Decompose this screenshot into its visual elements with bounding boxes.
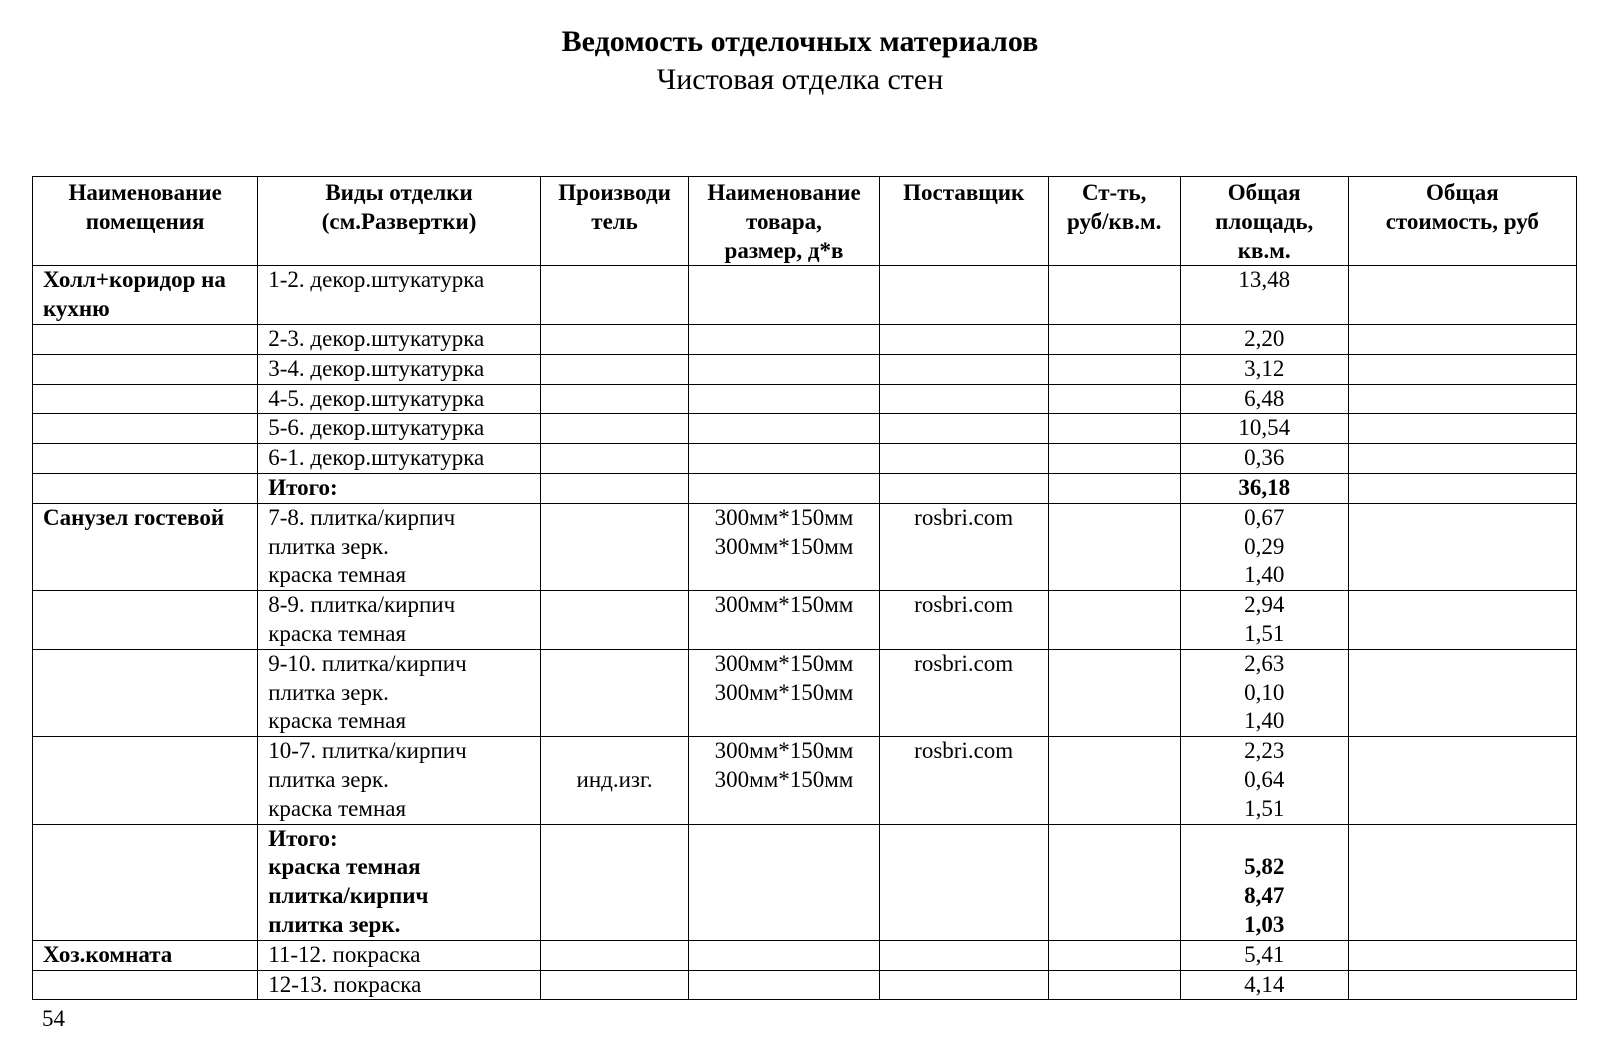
finish-type-cell	[258, 970, 541, 1000]
area-text: 2,63	[1244, 650, 1285, 676]
finish-type-text: 3-4. декор.штукатурка	[268, 355, 485, 381]
header-product: Наименование товара, размер, д*в	[689, 177, 879, 266]
unit-price-cell	[1048, 324, 1180, 354]
finish-type-text: 4-5. декор.штукатурка	[268, 385, 485, 411]
product-cell	[689, 444, 879, 474]
area-text: 13,48	[1238, 267, 1291, 293]
header-total-cost: Общая стоимость, руб	[1348, 177, 1576, 266]
manufacturer-cell	[540, 970, 688, 1000]
area-cell	[1180, 737, 1348, 824]
area-cell	[1180, 414, 1348, 444]
area-cell	[1180, 649, 1348, 736]
product-cell	[689, 354, 879, 384]
header-supplier: Поставщик	[879, 177, 1048, 266]
supplier-cell	[879, 737, 1048, 824]
product-cell	[689, 503, 879, 590]
table-row	[33, 649, 1577, 736]
header-room: Наименование помещения	[33, 177, 258, 266]
table-row	[33, 940, 1577, 970]
product-text: 300мм*150мм	[714, 504, 854, 530]
supplier-cell	[879, 324, 1048, 354]
manufacturer-cell	[540, 824, 688, 940]
header-unit-price: Ст-ть, руб/кв.м.	[1048, 177, 1180, 266]
finish-type-text: Итого:	[268, 825, 338, 851]
area-cell	[1180, 591, 1348, 650]
supplier-cell	[879, 384, 1048, 414]
supplier-text: rosbri.com	[914, 650, 1014, 676]
finish-type-cell	[258, 824, 541, 940]
finish-type-text: 7-8. плитка/кирпич	[268, 504, 456, 530]
table-row	[33, 444, 1577, 474]
unit-price-cell	[1048, 970, 1180, 1000]
supplier-cell	[879, 824, 1048, 940]
table-row	[33, 354, 1577, 384]
manufacturer-cell	[540, 473, 688, 503]
room-text: Холл+коридор на	[43, 267, 226, 293]
product-text: 300мм*150мм	[714, 679, 854, 705]
finish-type-text: краска темная	[268, 620, 407, 646]
table-row	[33, 503, 1577, 590]
room-cell	[33, 591, 258, 650]
total-cost-cell	[1348, 324, 1576, 354]
finish-type-cell	[258, 354, 541, 384]
room-cell	[33, 266, 258, 325]
finish-type-text: 8-9. плитка/кирпич	[268, 592, 456, 618]
supplier-text: rosbri.com	[914, 592, 1014, 618]
table-body	[33, 266, 1577, 1000]
total-cost-cell	[1348, 970, 1576, 1000]
room-cell	[33, 414, 258, 444]
room-text: Санузел гостевой	[43, 504, 225, 530]
unit-price-cell	[1048, 591, 1180, 650]
area-cell	[1180, 384, 1348, 414]
supplier-cell	[879, 649, 1048, 736]
table-row	[33, 824, 1577, 940]
area-text: 0,64	[1244, 766, 1285, 792]
header-manufacturer: Производи тель	[540, 177, 688, 266]
finish-type-text: 2-3. декор.штукатурка	[268, 325, 485, 351]
table-row	[33, 591, 1577, 650]
page-number: 54	[42, 1006, 65, 1031]
area-text: 6,48	[1244, 385, 1285, 411]
area-text: 5,82	[1244, 854, 1285, 880]
manufacturer-cell	[540, 737, 688, 824]
product-cell	[689, 324, 879, 354]
total-cost-cell	[1348, 503, 1576, 590]
product-cell	[689, 384, 879, 414]
unit-price-cell	[1048, 384, 1180, 414]
area-text: 36,18	[1238, 474, 1291, 500]
area-text: 1,03	[1244, 911, 1285, 937]
finish-type-cell	[258, 414, 541, 444]
area-text: 2,20	[1244, 325, 1285, 351]
room-cell	[33, 503, 258, 590]
room-cell	[33, 940, 258, 970]
product-cell	[689, 737, 879, 824]
finish-type-cell	[258, 503, 541, 590]
finish-type-text: краска темная	[268, 562, 407, 588]
unit-price-cell	[1048, 649, 1180, 736]
supplier-cell	[879, 444, 1048, 474]
supplier-cell	[879, 591, 1048, 650]
area-cell	[1180, 354, 1348, 384]
area-text: 0,67	[1244, 504, 1285, 530]
finish-type-cell	[258, 591, 541, 650]
finish-type-text: плитка/кирпич	[268, 883, 429, 909]
finish-type-text: Итого:	[268, 474, 338, 500]
supplier-cell	[879, 970, 1048, 1000]
table-row	[33, 473, 1577, 503]
product-cell	[689, 266, 879, 325]
finish-type-text: плитка зерк.	[268, 766, 389, 792]
total-cost-cell	[1348, 940, 1576, 970]
table-row	[33, 737, 1577, 824]
total-cost-cell	[1348, 737, 1576, 824]
room-cell	[33, 649, 258, 736]
finish-type-text: 11-12. покраска	[268, 941, 421, 967]
unit-price-cell	[1048, 940, 1180, 970]
finish-type-text: плитка зерк.	[268, 679, 389, 705]
finish-type-cell	[258, 940, 541, 970]
area-cell	[1180, 503, 1348, 590]
finish-type-cell	[258, 324, 541, 354]
product-cell	[689, 940, 879, 970]
total-cost-cell	[1348, 591, 1576, 650]
area-cell	[1180, 970, 1348, 1000]
manufacturer-cell	[540, 649, 688, 736]
table-row	[33, 324, 1577, 354]
room-cell	[33, 354, 258, 384]
area-text: 2,23	[1244, 738, 1285, 764]
area-cell	[1180, 473, 1348, 503]
finish-type-text: краска темная	[268, 795, 407, 821]
manufacturer-cell	[540, 354, 688, 384]
total-cost-cell	[1348, 266, 1576, 325]
total-cost-cell	[1348, 824, 1576, 940]
manufacturer-cell	[540, 940, 688, 970]
room-cell	[33, 473, 258, 503]
document-subtitle: Чистовая отделка стен	[656, 63, 944, 96]
unit-price-cell	[1048, 824, 1180, 940]
finish-type-text: плитка зерк.	[268, 911, 401, 937]
finish-type-cell	[258, 384, 541, 414]
unit-price-cell	[1048, 473, 1180, 503]
table-row	[33, 970, 1577, 1000]
room-cell	[33, 824, 258, 940]
area-text: 10,54	[1238, 415, 1291, 441]
supplier-text: rosbri.com	[914, 738, 1014, 764]
area-text: 1,51	[1244, 795, 1285, 821]
finishing-materials-table	[32, 176, 1577, 1000]
room-cell	[33, 970, 258, 1000]
finish-type-text: плитка зерк.	[268, 533, 389, 559]
total-cost-cell	[1348, 414, 1576, 444]
product-text: 300мм*150мм	[714, 766, 854, 792]
header-total-area: Общая площадь, кв.м.	[1180, 177, 1348, 266]
room-cell	[33, 444, 258, 474]
room-text: кухню	[43, 296, 110, 322]
manufacturer-cell	[540, 503, 688, 590]
supplier-cell	[879, 473, 1048, 503]
area-text: 2,94	[1244, 592, 1285, 618]
manufacturer-cell	[540, 591, 688, 650]
product-cell	[689, 414, 879, 444]
product-text: 300мм*150мм	[714, 592, 854, 618]
room-cell	[33, 324, 258, 354]
manufacturer-cell	[540, 414, 688, 444]
product-cell	[689, 649, 879, 736]
unit-price-cell	[1048, 354, 1180, 384]
manufacturer-cell	[540, 266, 688, 325]
area-text: 0,29	[1244, 533, 1285, 559]
area-cell	[1180, 266, 1348, 325]
supplier-cell	[879, 354, 1048, 384]
area-cell	[1180, 444, 1348, 474]
unit-price-cell	[1048, 503, 1180, 590]
area-text: 0,36	[1244, 445, 1285, 471]
manufacturer-cell	[540, 444, 688, 474]
unit-price-cell	[1048, 414, 1180, 444]
header-row	[33, 177, 1577, 266]
product-text: 300мм*150мм	[714, 533, 854, 559]
area-text: 8,47	[1244, 883, 1285, 909]
finish-type-text: 5-6. декор.штукатурка	[268, 415, 485, 441]
supplier-text: rosbri.com	[914, 504, 1014, 530]
total-cost-cell	[1348, 649, 1576, 736]
table-row	[33, 414, 1577, 444]
finish-type-text: 12-13. покраска	[268, 971, 422, 997]
area-cell	[1180, 324, 1348, 354]
product-cell	[689, 824, 879, 940]
product-cell	[689, 591, 879, 650]
area-text: 1,40	[1244, 708, 1285, 734]
unit-price-cell	[1048, 444, 1180, 474]
room-text: Хоз.комната	[43, 941, 173, 967]
header-finish-types: Виды отделки (см.Развертки)	[258, 177, 541, 266]
total-cost-cell	[1348, 354, 1576, 384]
area-text	[1181, 825, 1348, 854]
area-text: 1,51	[1244, 620, 1285, 646]
room-cell	[33, 384, 258, 414]
finish-type-cell	[258, 737, 541, 824]
finish-type-text: 10-7. плитка/кирпич	[268, 738, 467, 764]
area-cell	[1180, 824, 1348, 940]
unit-price-cell	[1048, 737, 1180, 824]
total-cost-cell	[1348, 384, 1576, 414]
finish-type-cell	[258, 649, 541, 736]
supplier-cell	[879, 414, 1048, 444]
total-cost-cell	[1348, 444, 1576, 474]
finish-type-cell	[258, 444, 541, 474]
area-cell	[1180, 940, 1348, 970]
area-text: 5,41	[1244, 941, 1285, 967]
area-text: 0,10	[1244, 679, 1285, 705]
finish-type-text: краска темная	[268, 854, 421, 880]
finish-type-text: 1-2. декор.штукатурка	[268, 267, 485, 293]
product-text: 300мм*150мм	[714, 650, 854, 676]
finish-type-text: 6-1. декор.штукатурка	[268, 445, 485, 471]
supplier-cell	[879, 503, 1048, 590]
manufacturer-cell	[540, 324, 688, 354]
room-cell	[33, 737, 258, 824]
product-cell	[689, 970, 879, 1000]
manufacturer-text: инд.изг.	[576, 766, 653, 792]
finish-type-cell	[258, 266, 541, 325]
manufacturer-text	[541, 737, 688, 766]
finish-type-text: краска темная	[268, 708, 407, 734]
table-row	[33, 266, 1577, 325]
document-title: Ведомость отделочных материалов	[561, 25, 1039, 58]
area-text: 4,14	[1244, 971, 1285, 997]
total-cost-cell	[1348, 473, 1576, 503]
area-text: 3,12	[1244, 355, 1285, 381]
unit-price-cell	[1048, 266, 1180, 325]
area-text: 1,40	[1244, 562, 1285, 588]
supplier-cell	[879, 940, 1048, 970]
manufacturer-cell	[540, 384, 688, 414]
table-row	[33, 384, 1577, 414]
product-text: 300мм*150мм	[714, 738, 854, 764]
supplier-cell	[879, 266, 1048, 325]
product-cell	[689, 473, 879, 503]
finish-type-text: 9-10. плитка/кирпич	[268, 650, 467, 676]
finish-type-cell	[258, 473, 541, 503]
